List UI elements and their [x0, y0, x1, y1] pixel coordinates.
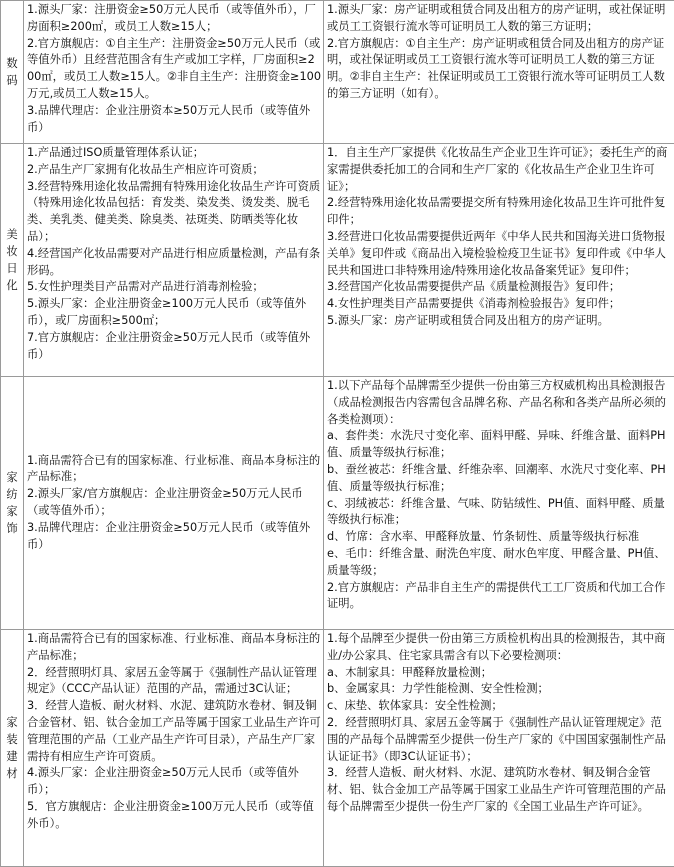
qualification-cell	[24, 1, 324, 144]
table-row	[1, 1, 674, 144]
qualification-item: 3.品牌代理店：企业注册资金≥50万元人民币（或等值外币）	[27, 520, 321, 554]
document-cell	[324, 630, 674, 867]
table-row	[1, 630, 674, 867]
document-cell	[324, 144, 674, 377]
document-item: 3.经营国产化妆品需要提供产品《质量检测报告》复印件；	[327, 279, 672, 296]
qualification-item: 2．经营照明灯具、家居五金等属于《强制性产品认证管理规定》（CCC产品认证）范围的产品，需通过3C认证；	[27, 665, 321, 699]
qualification-item: 2.产品生产厂家拥有化妆品生产相应许可资质；	[27, 162, 321, 179]
document-item: 3．经营人造板、耐火材料、水泥、建筑防水卷材、铜及铜合金管材、铝、钛合金加工产品等属于国家工业品生产许可管理范围的产品每个品牌需至少提供一份生产厂家的《全国工业品生产许可证》。	[327, 765, 672, 815]
qualification-cell	[24, 144, 324, 377]
document-item: 1.每个品牌至少提供一份由第三方质检机构出具的检测报告，其中商业/办公家具、住宅家具需含有以下必要检测项：	[327, 631, 672, 665]
document-item: a、套件类：水洗尺寸变化率、面料甲醛、异味、纤维含量、面料PH值、质量等级执行标准；	[327, 428, 672, 462]
document-item: e、毛巾：纤维含量、耐洗色牢度、耐水色牢度、甲醛含量、PH值、质量等级；	[327, 546, 672, 580]
qualification-item: 1.商品需符合已有的国家标准、行业标准、商品本身标注的产品标准；	[27, 453, 321, 487]
qualification-item: 7.官方旗舰店：企业注册资金≥50万元人民币（或等值外币）	[27, 330, 321, 364]
qualification-item: 1.源头厂家：注册资金≥50万元人民币（或等值外币），厂房面积≥200㎡，或员工人数≥15人；	[27, 2, 321, 36]
qualification-item: 3．经营人造板、耐火材料、水泥、建筑防水卷材、铜及铜合金管材、铝、钛合金加工产品等属于国家工业品生产许可管理范围的产品（工业产品生产许可目录），产品生产厂家需持有相应生产许可资质。	[27, 698, 321, 765]
table-row	[1, 377, 674, 630]
document-item: 2.经营特殊用途化妆品需要提交所有特殊用途化妆品卫生许可批件复印件；	[327, 195, 672, 229]
document-item: c、床垫、软体家具：安全性检测；	[327, 698, 672, 715]
category-cell: 家纺家饰	[1, 377, 24, 630]
qualification-item: 5．官方旗舰店：企业注册资金≥100万元人民币（或等值外币）。	[27, 799, 321, 833]
document-item: 3.经营进口化妆品需要提供近两年《中华人民共和国海关进口货物报关单》复印件或《商品出入境检验检疫卫生证书》复印件或《中华人民共和国进口非特殊用途/特殊用途化妆品备案凭证》复印件；	[327, 229, 672, 279]
document-item: 1．自主生产厂家提供《化妆品生产企业卫生许可证》；委托生产的商家需提供委托加工的合同和生产厂家的《化妆品生产企业卫生许可证》；	[327, 145, 672, 195]
document-item: c、羽绒被芯：纤维含量、气味、防钻绒性、PH值、面料甲醛、质量等级执行标准；	[327, 496, 672, 530]
document-item: a、木制家具：甲醛释放量检测；	[327, 665, 672, 682]
requirements-table-body	[1, 1, 674, 867]
qualification-item: 2.官方旗舰店：①自主生产：注册资金≥50万元人民币（或等值外币）且经营范围含有生产或加工字样，厂房面积≥200㎡，或员工人数≥15人。②非自主生产：注册资金≥100万元,或员工人数≥15人。	[27, 36, 321, 103]
qualification-item: 3.品牌代理店：企业注册资本≥50万元人民币（或等值外币）	[27, 103, 321, 137]
qualification-cell	[24, 630, 324, 867]
document-item: 2.官方旗舰店：产品非自主生产的需提供代工工厂资质和代加工合作证明。	[327, 580, 672, 614]
document-item: 1.以下产品每个品牌需至少提供一份由第三方权威机构出具检测报告（成品检测报告内容需包含品牌名称、产品名称和各类产品所必须的各类检测项）：	[327, 378, 672, 428]
category-cell: 家装建材	[1, 630, 24, 867]
document-item: 4.女性护理类目产品需要提供《消毒剂检验报告》复印件；	[327, 296, 672, 313]
qualification-item: 5.女性护理类目产品需对产品进行消毒剂检验；	[27, 279, 321, 296]
qualification-item: 3.经营特殊用途化妆品需拥有特殊用途化妆品生产许可资质（特殊用途化妆品包括：育发类、染发类、烫发类、脱毛类、美乳类、健美类、除臭类、祛斑类、防晒类等化妆品）；	[27, 179, 321, 246]
document-item: d、竹席：含水率、甲醛释放量、竹条韧性、质量等级执行标准	[327, 529, 672, 546]
document-item: 2．经营照明灯具、家居五金等属于《强制性产品认证管理规定》范围的产品每个品牌需至少提供一份生产厂家的《中国国家强制性产品认证证书》（即3C认证证书）；	[327, 715, 672, 765]
document-cell	[324, 1, 674, 144]
table-row	[1, 144, 674, 377]
document-item: 1.源头厂家：房产证明或租赁合同及出租方的房产证明，或社保证明或员工工资银行流水等可证明员工人数的第三方证明；	[327, 2, 672, 36]
document-item: b、金属家具：力学性能检测、安全性检测；	[327, 681, 672, 698]
document-item: b、蚕丝被芯：纤维含量、纤维杂率、回潮率、水洗尺寸变化率、PH值、质量等级执行标准；	[327, 462, 672, 496]
qualification-item: 1.商品需符合已有的国家标准、行业标准、商品本身标注的产品标准；	[27, 631, 321, 665]
document-cell	[324, 377, 674, 630]
category-cell: 美妆日化	[1, 144, 24, 377]
qualification-cell	[24, 377, 324, 630]
qualification-item: 4.经营国产化妆品需要对产品进行相应质量检测，产品有条形码。	[27, 246, 321, 280]
qualification-item: 5.源头厂家：企业注册资金≥100万元人民币（或等值外币），或厂房面积≥500㎡；	[27, 296, 321, 330]
qualification-item: 2.源头厂家/官方旗舰店：企业注册资金≥50万元人民币（或等值外币）；	[27, 486, 321, 520]
document-item: 2.官方旗舰店：①自主生产：房产证明或租赁合同及出租方的房产证明，或社保证明或员工工资银行流水等可证明员工人数的第三方证明。②非自主生产：社保证明或员工工资银行流水等可证明员工人数的第三方证明（如有）。	[327, 36, 672, 103]
qualification-item: 4.源头厂家：企业注册资金≥50万元人民币（或等值外币）；	[27, 765, 321, 799]
qualification-item: 1.产品通过ISO质量管理体系认证；	[27, 145, 321, 162]
category-cell: 数码	[1, 1, 24, 144]
document-item: 5.源头厂家：房产证明或租赁合同及出租方的房产证明。	[327, 313, 672, 330]
